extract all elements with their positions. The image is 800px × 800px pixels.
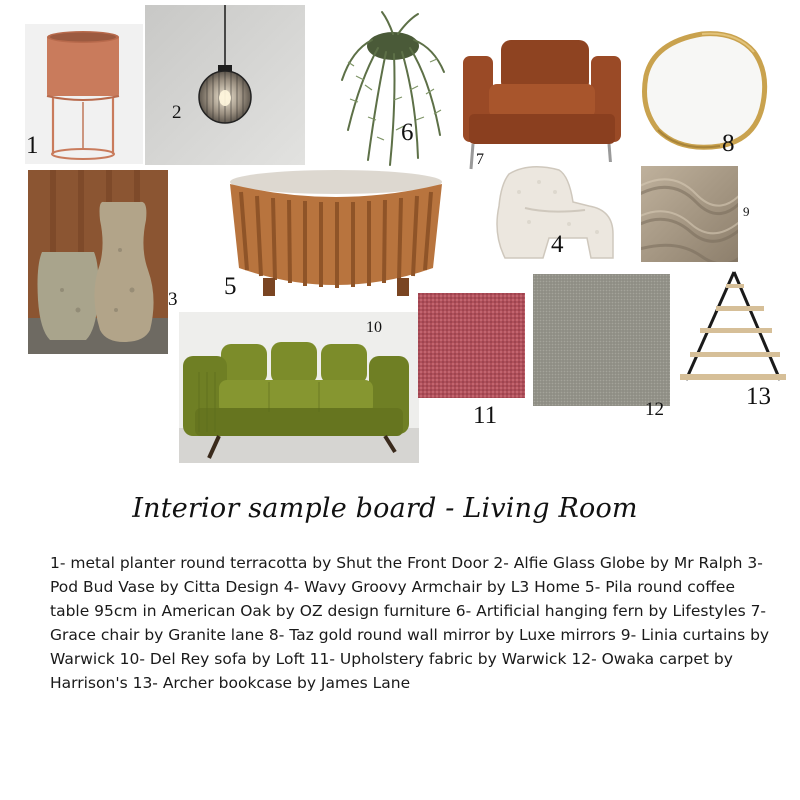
mirror-icon (636, 28, 774, 153)
hanging-fern-icon (338, 10, 448, 170)
board-title: Interior sample board - Living Room (132, 493, 638, 524)
board-description: 1- metal planter round terracotta by Shut the Front Door 2- Alfie Glass Globe by Mr Ralph 3- Pod Bud Vase by Citta Design 4- Wavy Groovy Armchair by L3 Home 5- Pila round coffee table 95cm in American Oak by OZ design furniture 6- Artificial hanging fern by Lifestyles 7- Grace chair by Granite lane 8- Taz gold round wall mirror by Luxe mirrors 9- Linia curtains by Warwick 10- Del Rey sofa by Loft 11- Upholstery fabric by Warwick 12- Owaka carpet by Harrison's 13- Archer bookcase by James Lane (50, 554, 770, 692)
item-number-3: 3 (168, 289, 178, 310)
carpet-swatch-icon (533, 274, 670, 406)
item-number-2: 2 (172, 102, 182, 123)
item-number-5: 5 (224, 273, 237, 300)
item-3-vases-image (28, 170, 168, 354)
pendant-lamp-icon (145, 5, 305, 165)
item-13-bookcase-image (676, 266, 788, 386)
item-number-4: 4 (551, 231, 564, 258)
vases-icon (28, 170, 168, 354)
curtain-fabric-icon (641, 166, 738, 262)
item-11-fabric-swatch-image (418, 293, 525, 398)
item-number-8: 8 (722, 130, 735, 157)
coffee-table-icon (225, 168, 447, 300)
fabric-swatch-icon (418, 293, 525, 398)
item-1-planter-image (25, 24, 143, 164)
lounge-chair-icon (463, 36, 621, 171)
item-2-pendant-image (145, 5, 305, 165)
item-9-curtain-fabric-image (641, 166, 738, 262)
item-number-9: 9 (743, 204, 750, 219)
item-number-10: 10 (366, 319, 382, 336)
item-12-carpet-swatch-image (533, 274, 670, 406)
sofa-icon (179, 312, 419, 463)
item-10-sofa-image (179, 312, 419, 463)
item-number-12: 12 (645, 399, 664, 420)
item-5-coffee-table-image (225, 168, 447, 300)
item-number-13: 13 (746, 383, 771, 410)
planter-icon (25, 24, 143, 164)
item-number-1: 1 (26, 132, 39, 159)
item-number-6: 6 (401, 119, 414, 146)
bookcase-icon (676, 266, 788, 386)
item-6-fern-image (338, 10, 448, 170)
item-number-11: 11 (473, 402, 498, 429)
item-number-7: 7 (476, 151, 484, 168)
item-7-lounge-chair-image (463, 36, 621, 171)
item-8-mirror-image (636, 28, 774, 153)
